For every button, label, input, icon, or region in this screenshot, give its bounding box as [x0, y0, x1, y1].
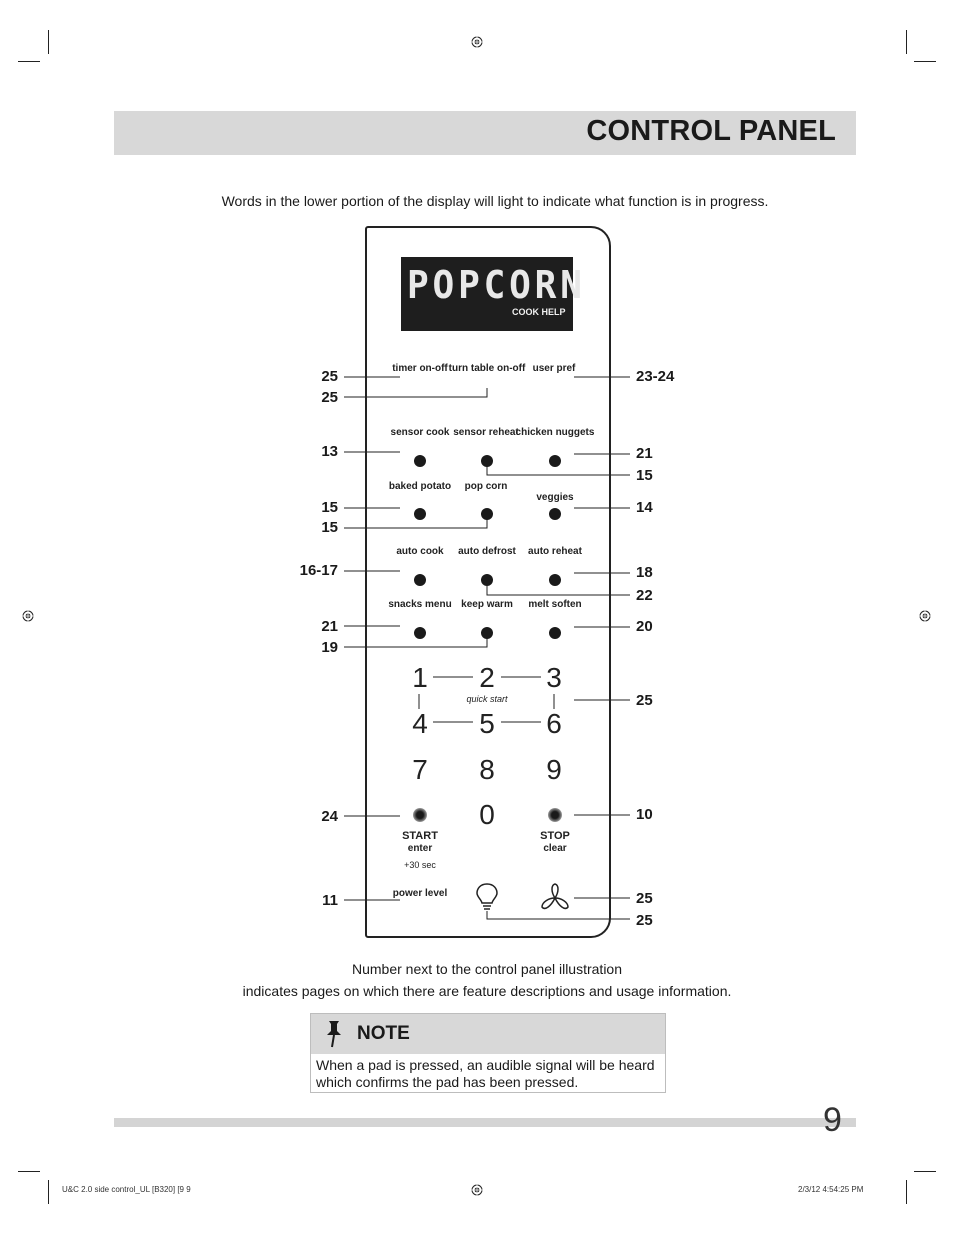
stop-button[interactable] — [548, 808, 562, 822]
digit-3-button[interactable]: 3 — [546, 662, 562, 693]
baked-potato-pad-label: baked potato — [388, 481, 452, 492]
page-title: CONTROL PANEL — [586, 115, 836, 147]
callout-auto-cook: 16-17 — [299, 562, 338, 579]
callout-auto-defrost: 22 — [636, 587, 653, 604]
callout-user-pref: 23-24 — [636, 368, 675, 385]
auto-reheat-pad-label: auto reheat — [528, 546, 582, 557]
auto-defrost-button[interactable] — [481, 574, 493, 586]
callout-power-level: 11 — [322, 892, 338, 909]
display-sub-text: COOK HELP — [512, 307, 566, 317]
callout-stop: 10 — [636, 806, 653, 823]
auto-defrost-pad-label: auto defrost — [458, 546, 516, 557]
callout-sensor-reheat: 15 — [636, 467, 653, 484]
digit-0-button[interactable]: 0 — [479, 799, 495, 830]
start-label: START — [402, 830, 438, 842]
callout-fan: 25 — [636, 890, 653, 907]
auto-cook-pad-label: auto cook — [396, 546, 444, 557]
callout-auto-reheat: 18 — [636, 564, 653, 581]
sensor-reheat-button[interactable] — [481, 455, 493, 467]
digit-1-button[interactable]: 1 — [412, 662, 428, 693]
keep-warm-button[interactable] — [481, 627, 493, 639]
stop-label: STOP — [540, 830, 570, 842]
display-main-text: POPCORN — [407, 263, 586, 307]
digit-2-button[interactable]: 2 — [479, 662, 495, 693]
digit-9-button[interactable]: 9 — [546, 754, 562, 785]
page-number: 9 — [823, 1101, 842, 1139]
sensor-reheat-pad-label: sensor reheat — [453, 427, 519, 438]
snacks-menu-button[interactable] — [414, 627, 426, 639]
digit-7-button[interactable]: 7 — [412, 754, 428, 785]
bottom-bar — [114, 1118, 856, 1127]
sensor-cook-button[interactable] — [414, 455, 426, 467]
leader-line — [487, 466, 630, 475]
callout-melt-soften: 20 — [636, 618, 653, 635]
callout-snacks-menu: 21 — [321, 618, 338, 635]
digit-5-button[interactable]: 5 — [479, 708, 495, 739]
auto-reheat-button[interactable] — [549, 574, 561, 586]
slug-right: 2/3/12 4:54:25 PM — [798, 1185, 864, 1194]
leader-line — [344, 388, 487, 397]
fan-icon[interactable] — [538, 882, 572, 914]
chicken-nuggets-pad-label: chicken nuggets — [515, 427, 595, 438]
callout-veggies: 14 — [636, 499, 653, 516]
leader-line — [344, 638, 487, 647]
pushpin-icon — [323, 1019, 345, 1049]
chicken-nuggets-button[interactable] — [549, 455, 561, 467]
popcorn-button[interactable] — [481, 508, 493, 520]
light-bulb-icon[interactable] — [475, 882, 499, 914]
callout-chicken-nuggets: 21 — [636, 445, 653, 462]
melt-soften-pad-label: melt soften — [528, 599, 582, 610]
digit-6-button[interactable]: 6 — [546, 708, 562, 739]
keep-warm-pad-label: keep warm — [461, 599, 513, 610]
footnote-line-1: Number next to the control panel illustration — [351, 961, 623, 977]
note-header — [311, 1014, 665, 1054]
leader-line — [344, 519, 487, 528]
start-sub-label: enter — [407, 843, 433, 854]
digit-8-button[interactable]: 8 — [479, 754, 495, 785]
digit-4-button[interactable]: 4 — [412, 708, 428, 739]
intro-text: Words in the lower portion of the display will light to indicate what function is in progress. — [221, 193, 769, 209]
melt-soften-button[interactable] — [549, 627, 561, 639]
callout-popcorn: 15 — [321, 519, 338, 536]
power-level-button[interactable]: power level — [392, 888, 448, 899]
callout-baked-potato: 15 — [321, 499, 338, 516]
callout-sensor-cook: 13 — [321, 443, 338, 460]
quick-start-label: quick start — [466, 694, 508, 704]
popcorn-pad-label: pop corn — [464, 481, 508, 492]
start-button[interactable] — [413, 808, 427, 822]
slug-left: U&C 2.0 side control_UL [B320] [9 9 — [62, 1185, 191, 1194]
turntable-pad-label[interactable]: turn table on-off — [448, 363, 526, 374]
stop-sub-label: clear — [543, 843, 567, 854]
callout-light: 25 — [636, 912, 653, 929]
snacks-menu-pad-label: snacks menu — [388, 599, 452, 610]
note-box — [310, 1013, 666, 1093]
sensor-cook-pad-label: sensor cook — [390, 427, 450, 438]
timer-pad-label[interactable]: timer on-off — [392, 363, 448, 374]
veggies-pad-label: veggies — [536, 492, 574, 503]
note-title: NOTE — [357, 1023, 410, 1044]
plus-30-sec-label: +30 sec — [404, 860, 436, 870]
veggies-button[interactable] — [549, 508, 561, 520]
note-body: When a pad is pressed, an audible signal will be heard which confirms the pad has been pressed. — [316, 1057, 655, 1090]
callout-turntable: 25 — [321, 389, 338, 406]
callout-quick-start: 25 — [636, 692, 653, 709]
leader-line — [487, 586, 630, 595]
baked-potato-button[interactable] — [414, 508, 426, 520]
callout-start: 24 — [321, 808, 338, 825]
callout-timer: 25 — [321, 368, 338, 385]
footnote-line-2: indicates pages on which there are feature descriptions and usage information. — [242, 983, 732, 999]
callout-keep-warm: 19 — [321, 639, 338, 656]
user-pref-pad-label[interactable]: user pref — [532, 363, 576, 374]
auto-cook-button[interactable] — [414, 574, 426, 586]
